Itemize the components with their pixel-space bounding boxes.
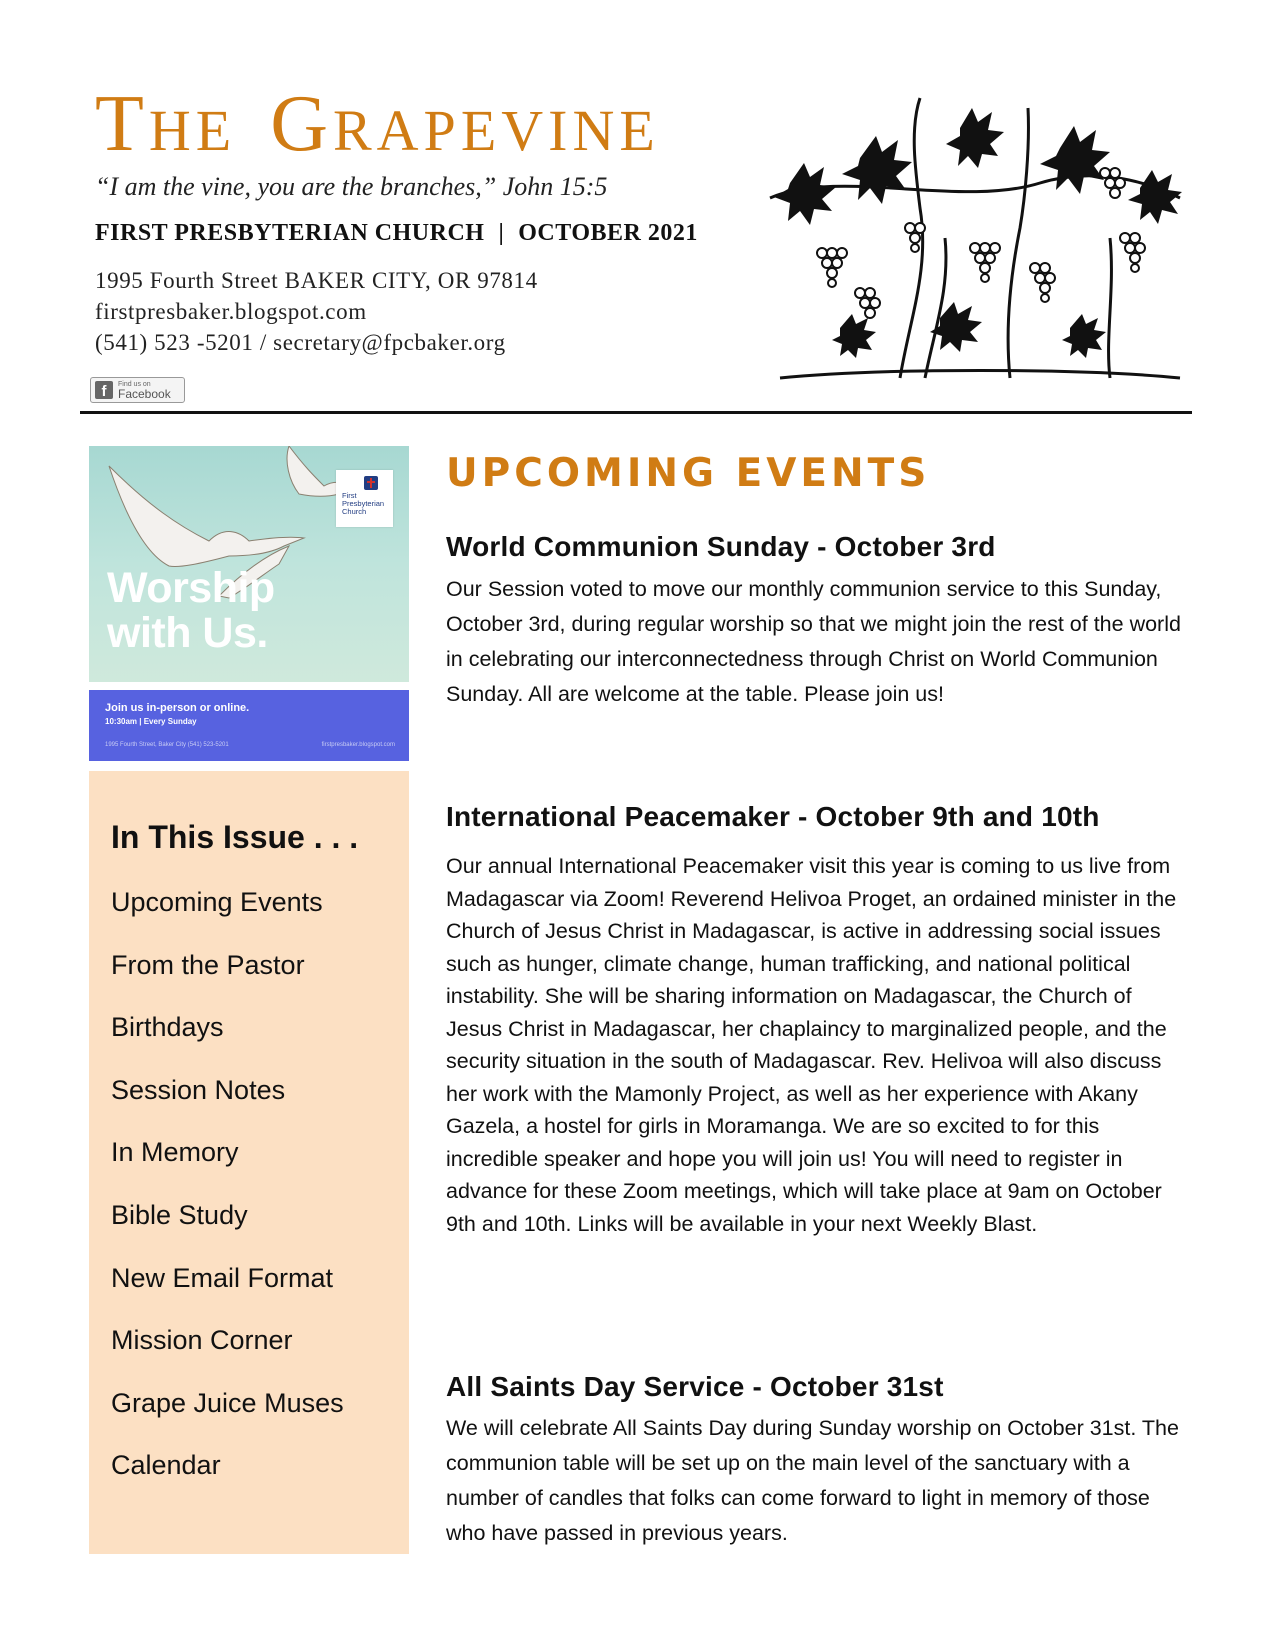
facebook-badge-label: Facebook (118, 386, 171, 401)
newsletter-title: THE GRAPEVINE (95, 80, 660, 168)
event-body-all-saints: We will celebrate All Saints Day during Sunday worship on October 31st. The communion table will be set up on the main level of the sanctuary with a number of candles that folks can come forward to light in memory of those who have passed in previous years. (446, 1416, 1179, 1545)
website-link[interactable]: firstpresbaker.blogspot.com (95, 299, 367, 324)
church-address: 1995 Fourth Street BAKER CITY, OR 97814 (95, 268, 538, 293)
church-logo (336, 470, 393, 527)
facebook-badge[interactable] (90, 377, 185, 403)
toc-item-grape-juice-muses[interactable]: Grape Juice Muses (111, 1387, 344, 1418)
toc-item-in-memory[interactable]: In Memory (111, 1137, 239, 1168)
flyer-address: 1995 Fourth Street, Baker City (541) 523-5201 (105, 742, 229, 748)
tagline: “I am the vine, you are the branches,” John 15:5 (95, 172, 608, 201)
phone-email[interactable]: (541) 523 -5201 / secretary@fpcbaker.org (95, 330, 506, 355)
event-title-all-saints: All Saints Day Service - October 31st (446, 1371, 944, 1402)
toc-item-calendar[interactable]: Calendar (111, 1450, 221, 1481)
in-this-issue-panel (89, 771, 409, 1554)
flyer-time: 10:30am | Every Sunday (105, 717, 197, 726)
flyer-invite: Join us in-person or online. (105, 702, 250, 714)
worship-flyer[interactable] (89, 446, 409, 761)
toc-list (111, 885, 344, 1511)
grapevine-illustration-icon (760, 88, 1190, 388)
toc-item-session-notes[interactable]: Session Notes (111, 1074, 286, 1105)
flyer-website: firstpresbaker.blogspot.com (321, 742, 395, 748)
event-body-peacemaker: Our annual International Peacemaker visit this year is coming to us live from Madagascar via Zoom! Reverend Helivoa Proget, an ordained minister in the Church of Jesus Christ in Madagascar, is active in addressing social issues such as hunger, climate change, human trafficking, and national political instability. She will be sharing information on Madagascar, the Church of Jesus Christ in Madagascar, her chaplaincy to marginalized people, and the security situation in the south of Madagascar. Rev. Helivoa will also discuss her work with the Mamonly Project, as well as her experience with Akany Gazela, a hostel for girls in Moramanga. We are so excited to for this incredible speaker and hope you will join us! You will need to register in advance for these Zoom meetings, which will take place at 9am on October 9th and 10th. Links will be available in your next Weekly Blast. (446, 854, 1177, 1236)
toc-item-upcoming-events[interactable]: Upcoming Events (111, 887, 323, 917)
event-body-world-communion: Our Session voted to move our monthly communion service to this Sunday, October 3rd, during regular worship so that we might join the rest of the world in celebrating our interconnectedness through Christ on World Communion Sunday. All are welcome at the table. Please join us! (446, 577, 1181, 706)
toc-title: In This Issue . . . (111, 819, 359, 855)
church-issue-line (95, 220, 698, 247)
event-title-peacemaker: International Peacemaker - October 9th and 10th (446, 801, 1100, 832)
section-heading-upcoming-events: UPCOMING EVENTS (446, 451, 931, 496)
toc-item-from-the-pastor[interactable]: From the Pastor (111, 949, 305, 980)
issue-date: OCTOBER 2021 (518, 220, 698, 246)
toc-item-mission-corner[interactable]: Mission Corner (111, 1325, 293, 1356)
church-name: FIRST PRESBYTERIAN CHURCH (95, 220, 485, 246)
toc-item-birthdays[interactable]: Birthdays (111, 1012, 224, 1043)
church-logo-text: First Presbyterian Church (342, 491, 385, 516)
flyer-info-band (89, 690, 409, 761)
toc-item-bible-study[interactable]: Bible Study (111, 1199, 248, 1230)
separator: | (498, 220, 505, 246)
cross-flag-icon (364, 476, 378, 490)
event-title-world-communion: World Communion Sunday - October 3rd (446, 531, 996, 562)
facebook-badge-small: Find us on (118, 380, 151, 388)
flyer-headline: Worship with Us. (107, 564, 275, 657)
facebook-icon: f (95, 381, 113, 399)
header-divider (80, 411, 1192, 414)
toc-item-new-email-format[interactable]: New Email Format (111, 1262, 334, 1293)
